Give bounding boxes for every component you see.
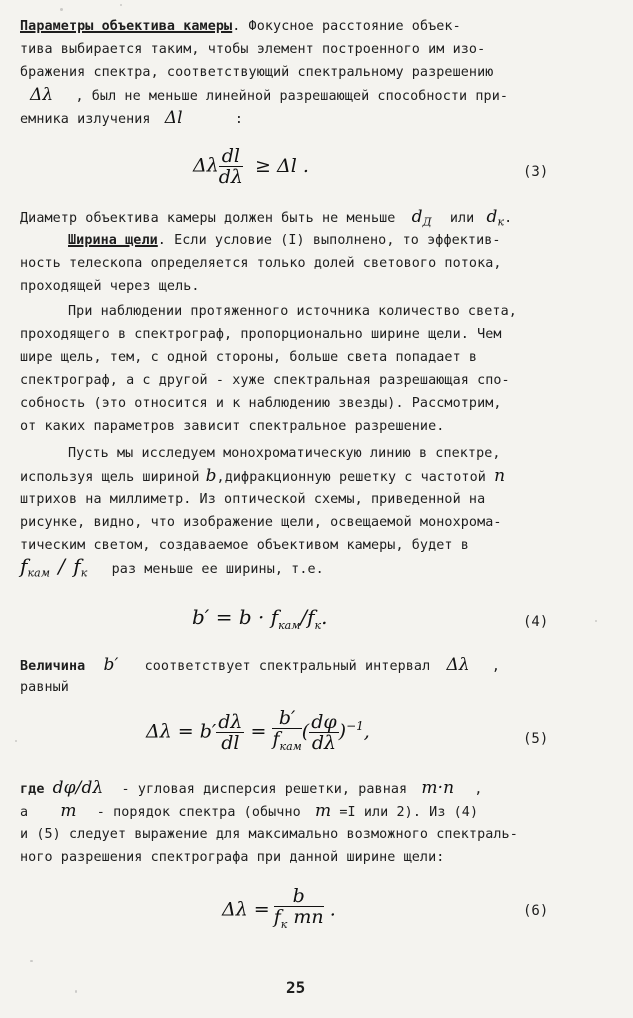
eq6-den-rest: mn: [287, 906, 324, 928]
page-number: 25: [286, 978, 306, 997]
eq3-lhs: Δλ: [193, 154, 219, 177]
symbol-f-kam-subscript: кам: [27, 566, 51, 580]
p6-line-2: равный: [20, 680, 69, 695]
eq5-den-1: dl: [221, 731, 240, 754]
eq6-den-sub: к: [280, 917, 288, 931]
p4-line-5: собность (это относится и к наблюдению звезды). Рассмотрим,: [20, 396, 502, 411]
symbol-d-D-subscript: Д: [422, 215, 432, 229]
eq3-relation: ≥ Δl .: [255, 154, 309, 177]
p6-line-1: [20, 655, 610, 677]
eq5-num-2: b′: [272, 708, 301, 729]
eq5-den-3: dλ: [311, 731, 337, 754]
p5-line-5: тическим светом, создаваемое объективом камеры, будет в: [20, 538, 469, 553]
p7-line-2c: =I или 2). Из (4): [339, 805, 479, 820]
p4-line-2: проходящего в спектрограф, пропорционально ширине щели. Чем: [20, 327, 502, 342]
eq5-equals: =: [250, 720, 267, 743]
p1-line-4: [20, 85, 610, 107]
eq5-exponent: −1: [346, 719, 364, 734]
symbol-d-k-subscript: к: [497, 215, 505, 229]
equation-3: [193, 146, 309, 187]
symbol-delta-lambda: Δλ: [30, 85, 54, 105]
eq6-den-f: f: [273, 906, 281, 928]
slash: /: [58, 554, 66, 578]
p7-line-1-end: ,: [474, 782, 483, 797]
p6-line-1a: Величина: [20, 659, 86, 674]
symbol-delta-l: Δl: [164, 108, 183, 128]
eq6-end: .: [329, 898, 336, 921]
p6-line-1-end: ,: [491, 659, 501, 674]
eq5-fraction-1: [216, 712, 244, 753]
symbol-b: b: [205, 466, 217, 486]
symbol-d-D: d: [411, 207, 423, 227]
p7-line-1a: где: [20, 782, 45, 797]
equation-6: [222, 886, 336, 935]
eq4-lhs: b′ = b · f: [192, 605, 279, 629]
eq4-mid: /f: [300, 605, 315, 629]
p1-line-1-text: . Фокусное расстояние объек-: [232, 19, 461, 34]
symbol-m: m: [60, 801, 77, 821]
p3-line-1-text: . Если условие (I) выполнено, то эффектив-: [157, 233, 501, 248]
symbol-f-k: f: [73, 554, 81, 578]
symbol-d-k: d: [486, 207, 498, 227]
symbol-m-n: m·n: [421, 778, 455, 798]
eq3-fraction: [219, 146, 243, 187]
eq6-denominator: [274, 907, 324, 935]
eq5-den-2: [272, 729, 301, 757]
section-heading-camera-lens: Параметры объектива камеры: [20, 19, 233, 34]
p7-line-2b: - порядок спектра (обычно: [96, 805, 301, 820]
eq5-lhs: Δλ = b′: [146, 720, 217, 743]
symbol-dphi-dlambda: dφ/dλ: [52, 778, 104, 798]
eq3-numerator: dl: [219, 146, 243, 167]
p5-line-4: рисунке, видно, что изображение щели, освещаемой монохрома-: [20, 515, 502, 530]
equation-4: [192, 605, 327, 632]
scan-speck: [60, 8, 63, 11]
p2-text: Диаметр объектива камеры должен быть не меньше: [20, 211, 396, 226]
p5-line-3: штрихов на миллиметр. Из оптической схемы, приведенной на: [20, 492, 486, 507]
eq5-num-3: dφ: [311, 710, 337, 733]
eq5-den-2-sub: кам: [279, 739, 302, 753]
scan-speck: [15, 740, 17, 742]
equation-4-label: (4): [523, 614, 549, 630]
p1-line-5-colon: :: [234, 112, 244, 127]
p4-line-3: шире щель, тем, с одной стороны, больше света попадает в: [20, 350, 478, 365]
symbol-f-k-subscript: к: [80, 566, 88, 580]
p1-line-5: [20, 108, 610, 130]
eq5-end: ,: [363, 720, 370, 743]
p7-line-2a: а: [20, 805, 29, 820]
equation-5-label: (5): [523, 731, 549, 747]
p1-line-5-text: емника излучения: [20, 112, 151, 127]
p5-line-2b: ,дифракционную решетку с частотой: [216, 470, 486, 485]
eq3-denominator: dλ: [218, 166, 243, 188]
eq5-den-2-f: f: [272, 728, 280, 750]
symbol-b-prime: b′: [103, 655, 119, 675]
eq5-fraction-2: [272, 708, 301, 757]
p1-line-1: [20, 16, 610, 37]
p4-line-6: от каких параметров зависит спектральное разрешение.: [20, 419, 445, 434]
scan-speck: [595, 620, 597, 622]
p3-line-1: [68, 230, 613, 251]
p7-line-1b: - угловая дисперсия решетки, равная: [121, 782, 408, 797]
symbol-delta-lambda-2: Δλ: [446, 655, 470, 675]
p5-line-2a: используя щель шириной: [20, 470, 200, 485]
eq6-fraction: [274, 886, 324, 935]
p2-end: .: [504, 211, 513, 226]
p3-line-2: ность телескопа определяется только долей светового потока,: [20, 256, 502, 271]
scan-speck: [75, 990, 77, 993]
p6-line-1b: соответствует спектральный интервал: [144, 659, 431, 674]
p1-line-4-text: , был не меньше линейной разрешающей способности при-: [75, 89, 509, 104]
p7-line-1: [20, 778, 610, 800]
p5-line-1: Пусть мы исследуем монохроматическую линию в спектре,: [68, 446, 501, 461]
equation-3-label: (3): [523, 164, 549, 180]
p4-line-4: спектрограф, а с другой - хуже спектральная разрешающая спо-: [20, 373, 510, 388]
symbol-n: n: [494, 466, 506, 486]
eq6-numerator: b: [274, 886, 324, 907]
p2-or: или: [449, 211, 475, 226]
p1-line-3: бражения спектра, соответствующий спектральному разрешению: [20, 65, 494, 80]
p2-line-1: [20, 207, 610, 233]
p7-line-2: [20, 801, 610, 823]
scan-speck: [30, 960, 33, 962]
scan-speck: [120, 4, 122, 6]
symbol-m-2: m: [314, 801, 332, 821]
p7-line-4: ного разрешения спектрографа при данной ширине щели:: [20, 850, 445, 865]
symbol-f-kam: f: [20, 554, 28, 578]
eq5-num-1: dλ: [218, 710, 243, 733]
eq6-lhs: Δλ =: [222, 898, 270, 921]
section-heading-slit-width: Ширина щели: [68, 233, 158, 248]
eq4-sub-k: к: [314, 619, 322, 632]
p3-line-3: проходящей через щель.: [20, 279, 200, 294]
p5-line-6-text: раз меньше ее ширины, т.е.: [111, 562, 324, 577]
p5-line-2: [20, 466, 610, 488]
equation-5: Δλ = b′ $\frac{d\lambda}{dl}$ = $\frac{b'}{f_{кам}}$ ( $\frac{d\varphi}{d\lambda}$ )$^{-1}$,: [146, 708, 370, 757]
eq5-fraction-3: [309, 712, 338, 753]
eq4-sub-kam: кам: [278, 619, 301, 632]
eq4-end: .: [321, 605, 328, 629]
p5-line-6: [20, 556, 610, 584]
equation-6-label: (6): [523, 903, 549, 919]
p7-line-3: и (5) следует выражение для максимально возможного спектраль-: [20, 827, 518, 842]
p4-line-1: При наблюдении протяженного источника количество света,: [68, 304, 517, 319]
p1-line-2: тива выбирается таким, чтобы элемент построенного им изо-: [20, 42, 486, 57]
